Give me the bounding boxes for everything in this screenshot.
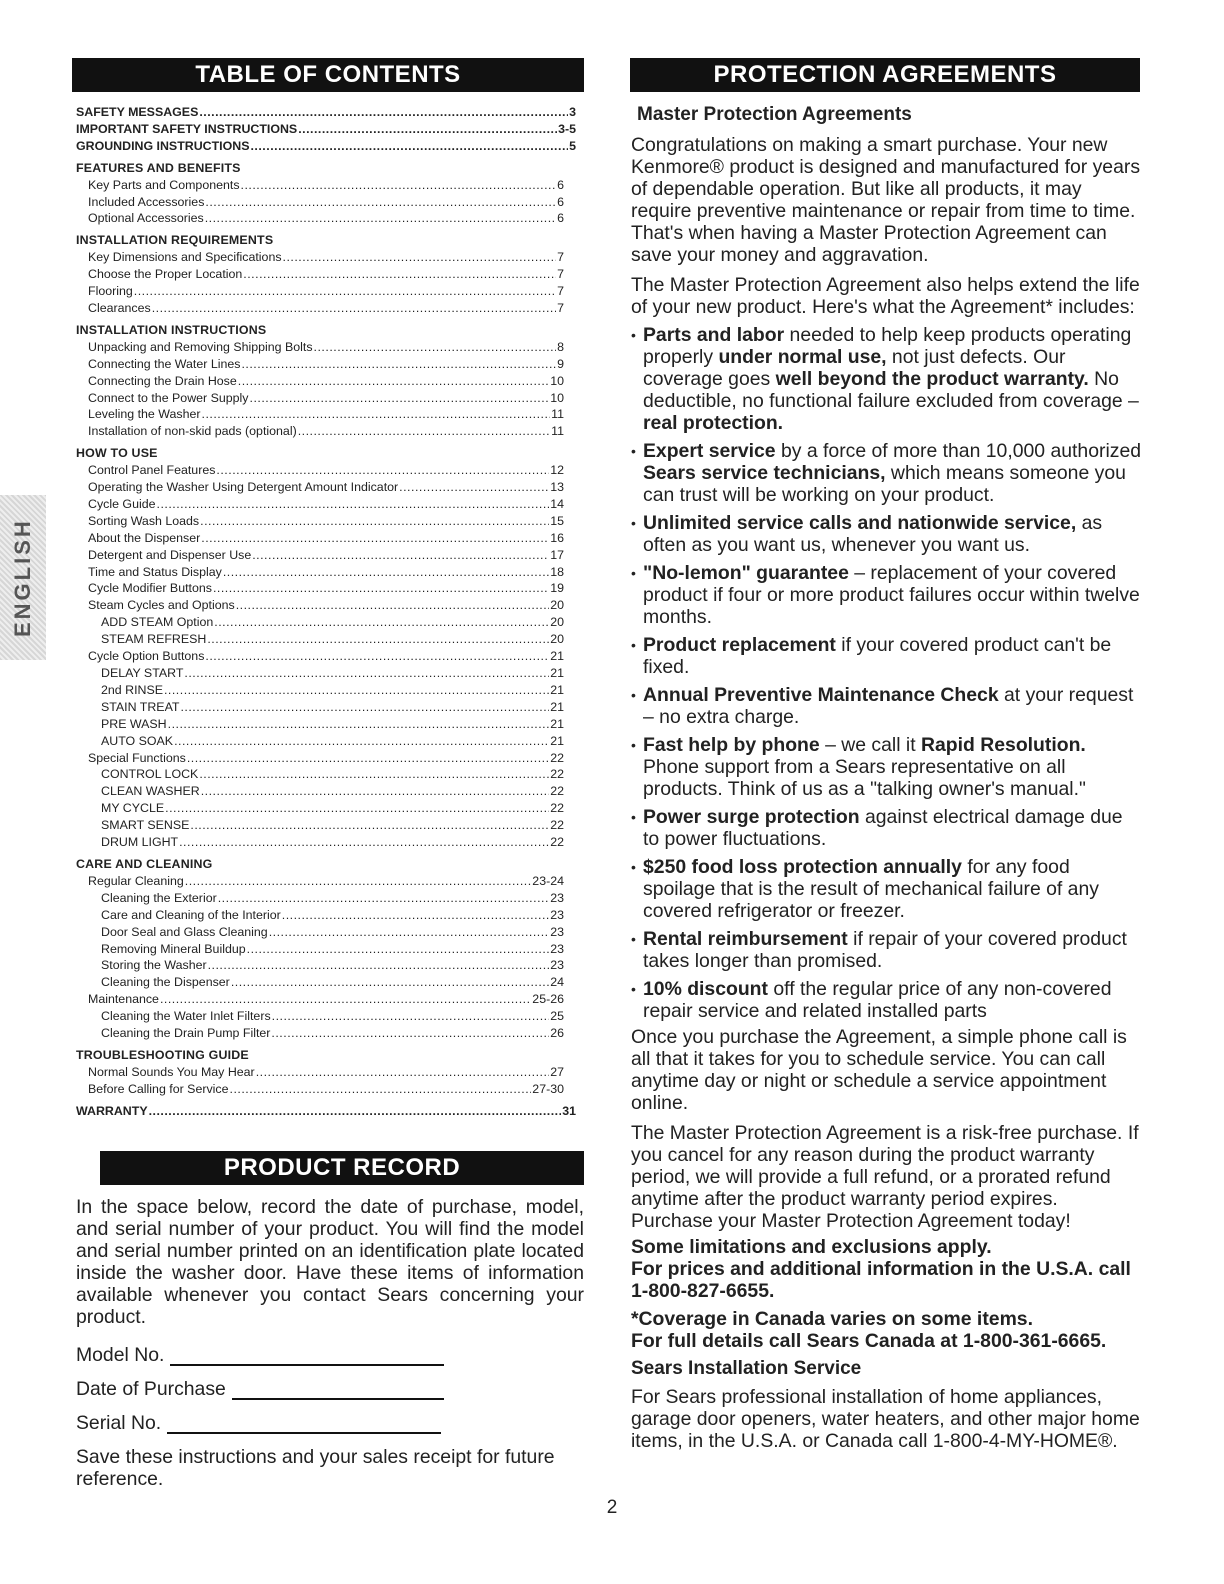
toc-entry-label: Normal Sounds You May Hear (88, 1064, 255, 1079)
toc-entry-label: Clearances (88, 300, 151, 315)
toc-entry (76, 210, 576, 227)
toc-leader-dots (208, 957, 550, 974)
toc-entry-page: 31 (562, 1103, 576, 1118)
toc-entry-page: 25-26 (532, 992, 564, 1007)
benefit-text: at your request – no extra charge. (643, 684, 1134, 728)
toc-entry (76, 648, 576, 665)
toc-entry (76, 631, 576, 648)
toc-entry (76, 1025, 576, 1042)
benefit-text: not just defects. Our coverage goes (643, 346, 1066, 390)
benefit-text: if repair of your covered product takes longer than promised. (643, 928, 1127, 972)
toc-leader-dots (201, 530, 549, 547)
benefit-item (631, 324, 1143, 434)
toc-leader-dots (149, 1103, 562, 1120)
toc-entry (76, 406, 576, 423)
toc-leader-dots (179, 834, 549, 851)
toc-heading: INSTALLATION REQUIREMENTS (76, 233, 274, 248)
toc-entry (76, 121, 576, 138)
toc-entry (76, 924, 576, 941)
page-number: 2 (606, 1497, 618, 1518)
toc-entry (76, 390, 576, 407)
toc-entry-page: 21 (550, 733, 564, 748)
toc-entry-label: STAIN TREAT (101, 699, 180, 714)
toc-leader-dots (164, 682, 549, 699)
toc-entry-label: Time and Status Display (88, 564, 222, 579)
toc-entry (76, 597, 576, 614)
toc-entry (76, 1008, 576, 1025)
benefit-highlight: Rental reimbursement (643, 928, 848, 950)
toc-entry (76, 580, 576, 597)
toc-leader-dots (250, 390, 550, 407)
toc-leader-dots (165, 800, 549, 817)
toc-entry-page: 22 (550, 801, 564, 816)
toc-leader-dots (152, 300, 556, 317)
toc-entry-label: 2nd RINSE (101, 682, 163, 697)
toc-section (76, 445, 576, 851)
toc-entry-page: 7 (557, 300, 564, 315)
toc-leader-dots (271, 1025, 549, 1042)
toc-entry-page: 12 (550, 463, 564, 478)
toc-entry-label: Steam Cycles and Options (88, 598, 235, 613)
benefit-highlight: Parts and labor (643, 324, 785, 346)
toc-entry-page: 22 (550, 767, 564, 782)
toc-leader-dots (241, 177, 557, 194)
toc-leader-dots (205, 648, 549, 665)
toc-entry (76, 991, 576, 1008)
toc-entry-label: CLEAN WASHER (101, 784, 200, 799)
model-no-label: Model No. (76, 1344, 165, 1366)
toc-section (76, 160, 576, 228)
toc-leader-dots (238, 373, 549, 390)
toc-entry-label: Sorting Wash Loads (88, 513, 200, 528)
benefit-highlight: Annual Preventive Maintenance Check (643, 684, 999, 706)
toc-entry-label: Connect to the Power Supply (88, 390, 249, 405)
toc-leader-dots (247, 941, 550, 958)
toc-entry-page: 20 (550, 632, 564, 647)
toc-entry-label: Regular Cleaning (88, 873, 184, 888)
toc-entry (76, 138, 576, 155)
benefit-highlight: Unlimited service calls and nationwide service, (643, 512, 1077, 534)
serial-no-field (76, 1412, 584, 1434)
toc-entry-page: 9 (557, 356, 564, 371)
toc-leader-dots (213, 580, 549, 597)
toc-entry-label: Cleaning the Exterior (101, 890, 217, 905)
protection-paragraph-1: Congratulations on making a smart purchase. Your new Kenmore® product is designed and manufactured for years of dependable operation. But like all products, it may require preventive maintenance or repair from time to time. That's when having a Master Protection Agreement can save your money and aggravation. (631, 134, 1141, 266)
benefit-highlight: Product replacement (643, 634, 836, 656)
toc-entry (76, 783, 576, 800)
toc-heading: FEATURES AND BENEFITS (76, 160, 241, 175)
benefit-highlight: "No-lemon" guarantee (643, 562, 849, 584)
protection-banner (630, 58, 1140, 92)
toc-entry (76, 339, 576, 356)
toc-entry (76, 249, 576, 266)
toc-entry-label: Connecting the Drain Hose (88, 373, 237, 388)
toc-entry (76, 479, 576, 496)
toc-entry-page: 19 (550, 581, 564, 596)
toc-entry-page: 17 (550, 547, 564, 562)
toc-entry (76, 530, 576, 547)
benefit-highlight: Power surge protection (643, 806, 860, 828)
toc-entry (76, 462, 576, 479)
toc-entry-label: Care and Cleaning of the Interior (101, 907, 281, 922)
toc-entry (76, 890, 576, 907)
product-record (76, 1196, 584, 1490)
model-no-line (170, 1346, 444, 1366)
toc-entry (76, 1064, 576, 1081)
toc-leader-dots (174, 733, 549, 750)
toc-entry-label: CONTROL LOCK (101, 767, 199, 782)
toc-leader-dots (298, 423, 550, 440)
toc-banner (72, 58, 584, 92)
toc-entry-label: Cleaning the Dispenser (101, 975, 230, 990)
toc-entry-label: Connecting the Water Lines (88, 356, 241, 371)
benefit-text: Phone support from a Sears representative on all products. Think of us as a "talking owner's manual." (643, 756, 1086, 800)
toc-entry-page: 11 (551, 424, 564, 439)
toc-entry-page: 23 (550, 941, 564, 956)
toc-entry-label: Door Seal and Glass Cleaning (101, 924, 268, 939)
toc-entry-label: Included Accessories (88, 194, 205, 209)
benefit-text: against electrical damage due to power fluctuations. (643, 806, 1123, 850)
record-intro: In the space below, record the date of purchase, model, and serial number of your product. You will find the model and serial number printed on an identification plate located inside the washer door. Have these items of information available whenever you contact Sears concerning your product. (76, 1196, 584, 1328)
toc-entry-label: GROUNDING INSTRUCTIONS (76, 138, 250, 153)
toc-entry-label: MY CYCLE (101, 801, 165, 816)
toc-entry-page: 22 (550, 818, 564, 833)
benefit-highlight: Fast help by phone (643, 734, 820, 756)
toc-leader-dots (184, 665, 549, 682)
toc-leader-dots (190, 817, 549, 834)
toc-entry (76, 104, 576, 121)
toc-entry-page: 23 (550, 890, 564, 905)
toc-entry-label: Unpacking and Removing Shipping Bolts (88, 339, 313, 354)
toc-entry-label: Operating the Washer Using Detergent Amount Indicator (88, 480, 399, 495)
toc-heading: TROUBLESHOOTING GUIDE (76, 1047, 249, 1062)
language-label: ENGLISH (10, 518, 35, 637)
toc-entry-page: 8 (557, 339, 564, 354)
benefit-text: off the regular price of any non-covered repair service and related installed parts (643, 978, 1112, 1022)
protection-paragraph-4: The Master Protection Agreement is a risk-free purchase. If you cancel for any reason during the product warranty period, we will provide a full refund, or a prorated refund anytime after the product warranty period expires. Purchase your Master Protection Agreement today! (631, 1122, 1139, 1232)
record-title: PRODUCT RECORD (223, 1154, 461, 1181)
toc-entry (76, 716, 576, 733)
toc-entry-label: Storing the Washer (101, 958, 207, 973)
toc-entry-page: 18 (550, 564, 564, 579)
toc-entry-page: 16 (550, 530, 564, 545)
toc-entry-page: 11 (551, 407, 564, 422)
protection-paragraph-3: Once you purchase the Agreement, a simple phone call is all that it takes for you to schedule service. You can call anytime day or night or schedule a service appointment online. (631, 1026, 1127, 1114)
toc-leader-dots (160, 991, 531, 1008)
toc-leader-dots (298, 121, 557, 138)
toc-entry-label: Cycle Guide (88, 496, 156, 511)
toc-entry-page: 14 (550, 496, 564, 511)
toc-entry-label: Cleaning the Drain Pump Filter (101, 1026, 271, 1041)
usa-contact: For prices and additional information in the U.S.A. call 1-800-827-6655. (631, 1258, 1131, 1302)
toc-heading: HOW TO USE (76, 446, 158, 461)
toc-entry-page: 6 (557, 194, 564, 209)
toc-entry-label: Control Panel Features (88, 463, 216, 478)
toc-entry-label: Cycle Option Buttons (88, 649, 205, 664)
benefit-item (631, 634, 1143, 678)
benefit-item (631, 440, 1143, 506)
toc-entry-page: 10 (550, 373, 564, 388)
benefit-text: as often as you want us, whenever you want us. (643, 512, 1103, 556)
toc-entry-page: 21 (550, 699, 564, 714)
date-of-purchase-field (76, 1378, 584, 1400)
toc-leader-dots (283, 249, 557, 266)
toc-entry-label: Before Calling for Service (88, 1081, 229, 1096)
benefit-highlight: $250 food loss protection annually (643, 856, 962, 878)
toc-leader-dots (200, 513, 549, 530)
installation-text: For Sears professional installation of home appliances, garage door openers, water heaters, and other major home items, in the U.S.A. or Canada call 1-800-4-MY-HOME®. (631, 1386, 1140, 1452)
toc-entry-label: DELAY START (101, 666, 184, 680)
toc-leader-dots (282, 907, 549, 924)
benefit-item (631, 978, 1143, 1022)
toc-leader-dots (205, 194, 556, 211)
toc-leader-dots (214, 614, 549, 631)
toc-entry-page: 7 (557, 284, 564, 299)
toc-leader-dots (187, 750, 549, 767)
toc-section (76, 1103, 576, 1120)
toc-entry-page: 21 (550, 649, 564, 664)
canada-contact: For full details call Sears Canada at 1-800-361-6665. (631, 1330, 1107, 1352)
toc-leader-dots (216, 462, 549, 479)
toc-entry-page: 23 (550, 924, 564, 939)
toc-entry (76, 1103, 576, 1120)
toc-entry (76, 1081, 576, 1098)
date-of-purchase-label: Date of Purchase (76, 1378, 226, 1400)
toc-entry-page: 3-5 (558, 121, 576, 136)
protection-agreements (631, 104, 1143, 1452)
toc-entry-label: Detergent and Dispenser Use (88, 547, 252, 562)
toc-entry (76, 373, 576, 390)
toc-leader-dots (207, 631, 549, 648)
toc-entry-page: 13 (550, 480, 564, 495)
toc-entry (76, 682, 576, 699)
toc-entry-label: About the Dispenser (88, 530, 201, 545)
toc-entry-page: 7 (557, 267, 564, 282)
toc-leader-dots (269, 924, 550, 941)
toc-entry-label: Flooring (88, 284, 133, 299)
canada-note: *Coverage in Canada varies on some items. (631, 1308, 1033, 1330)
toc-leader-dots (314, 339, 557, 356)
benefit-highlight: well beyond the product warranty. (775, 368, 1089, 390)
benefit-item (631, 856, 1143, 922)
toc-entry-page: 22 (550, 835, 564, 850)
toc-entry (76, 766, 576, 783)
toc-entry (76, 974, 576, 991)
toc-leader-dots (205, 210, 556, 227)
protection-paragraph-2: The Master Protection Agreement also helps extend the life of your new product. Here's what the Agreement* includes: (631, 274, 1140, 318)
date-of-purchase-line (232, 1380, 444, 1400)
toc-leader-dots (252, 547, 549, 564)
toc-entry-page: 24 (550, 975, 564, 990)
toc-entry (76, 665, 576, 682)
model-no-field (76, 1344, 584, 1366)
benefit-text: if your covered product can't be fixed. (643, 634, 1112, 678)
toc-leader-dots (202, 406, 551, 423)
toc-section (76, 322, 576, 440)
toc-entry-label: Choose the Proper Location (88, 267, 243, 282)
toc-entry-label: Maintenance (88, 992, 159, 1007)
toc-entry-page: 27 (550, 1064, 564, 1079)
toc-entry-label: PRE WASH (101, 716, 167, 731)
toc-entry (76, 817, 576, 834)
benefit-highlight: 10% discount (643, 978, 768, 1000)
toc-leader-dots (218, 890, 549, 907)
benefit-highlight: Expert service (643, 440, 776, 462)
toc-entry (76, 496, 576, 513)
toc-entry-page: 26 (550, 1026, 564, 1041)
toc-entry (76, 194, 576, 211)
toc-entry-label: WARRANTY (76, 1103, 148, 1118)
toc-entry (76, 564, 576, 581)
toc-leader-dots (199, 104, 568, 121)
toc-entry (76, 266, 576, 283)
benefit-item (631, 806, 1143, 850)
toc-entry-label: Cleaning the Water Inlet Filters (101, 1009, 271, 1024)
protection-subtitle: Master Protection Agreements (637, 104, 912, 125)
toc-entry-page: 22 (550, 784, 564, 799)
benefit-item (631, 684, 1143, 728)
toc-entry-page: 21 (550, 682, 564, 697)
toc-entry (76, 733, 576, 750)
benefit-highlight: Sears service technicians, (643, 462, 886, 484)
toc-entry-label: Key Dimensions and Specifications (88, 250, 282, 265)
toc-leader-dots (201, 783, 550, 800)
toc-leader-dots (134, 283, 556, 300)
toc-entry-page: 20 (550, 598, 564, 613)
toc-entry-label: Removing Mineral Buildup (101, 941, 246, 956)
benefit-item (631, 928, 1143, 972)
toc-entry-label: SMART SENSE (101, 818, 190, 833)
toc-leader-dots (185, 873, 532, 890)
toc-entry (76, 957, 576, 974)
toc-entry-page: 6 (557, 211, 564, 226)
benefit-item (631, 562, 1143, 628)
benefit-highlight: under normal use, (718, 346, 887, 368)
toc-entry-label: AUTO SOAK (101, 733, 174, 748)
limitations-note: Some limitations and exclusions apply. (631, 1236, 992, 1258)
toc-entry-label: IMPORTANT SAFETY INSTRUCTIONS (76, 121, 298, 136)
benefit-list (631, 324, 1143, 1022)
toc-entry (76, 834, 576, 851)
toc-entry-label: Cycle Modifier Buttons (88, 581, 212, 596)
toc-entry-page: 23 (550, 958, 564, 973)
toc-leader-dots (272, 1008, 550, 1025)
benefit-highlight: real protection. (643, 412, 784, 434)
toc-leader-dots (243, 266, 556, 283)
toc-entry-page: 22 (550, 750, 564, 765)
benefit-item (631, 734, 1143, 800)
benefit-highlight: Rapid Resolution. (921, 734, 1086, 756)
toc-entry-page: 3 (569, 105, 576, 119)
toc-entry (76, 800, 576, 817)
protection-title: PROTECTION AGREEMENTS (713, 61, 1057, 88)
serial-no-label: Serial No. (76, 1412, 162, 1434)
toc-leader-dots (223, 564, 549, 581)
toc-entry-label: ADD STEAM Option (101, 615, 214, 630)
benefit-text: No deductible, no functional failure excluded from coverage – (643, 368, 1139, 412)
toc-entry-page: 27-30 (532, 1081, 564, 1096)
toc-entry (76, 750, 576, 767)
toc-leader-dots (250, 138, 568, 155)
installation-heading: Sears Installation Service (631, 1358, 862, 1379)
toc-leader-dots (236, 597, 550, 614)
toc-leader-dots (180, 699, 549, 716)
toc-entry-label: SAFETY MESSAGES (76, 105, 199, 119)
toc-entry-page: 10 (550, 390, 564, 405)
benefit-text: – replacement of your covered product if four or more product failures occur within twelve months. (643, 562, 1140, 628)
toc-leader-dots (199, 766, 549, 783)
toc-section (76, 232, 576, 317)
toc-entry (76, 423, 576, 440)
toc-entry-page: 15 (550, 513, 564, 528)
toc-leader-dots (399, 479, 549, 496)
toc-entry-page: 20 (550, 615, 564, 630)
record-save-note: Save these instructions and your sales receipt for future reference. (76, 1446, 555, 1490)
toc-leader-dots (231, 974, 549, 991)
toc-entry-page: 21 (550, 666, 564, 680)
toc-leader-dots (256, 1064, 550, 1081)
toc-entry (76, 300, 576, 317)
benefit-text: by a force of more than 10,000 authorized (775, 440, 1142, 462)
toc-entry-page: 25 (550, 1009, 564, 1024)
toc-leader-dots (157, 496, 550, 513)
toc-entry (76, 614, 576, 631)
toc-section (76, 104, 576, 155)
benefit-text: – we call it (819, 734, 921, 756)
toc-entry-page: 5 (569, 138, 576, 153)
toc-entry (76, 941, 576, 958)
toc-entry-page: 23 (550, 907, 564, 922)
toc-entry-label: STEAM REFRESH (101, 632, 207, 647)
toc-entry-label: DRUM LIGHT (101, 835, 179, 850)
toc-entry (76, 699, 576, 716)
toc-entry (76, 177, 576, 194)
benefit-text: for any food spoilage that is the result of mechanical failure of any covered refrigerator or freezer. (643, 856, 1099, 922)
toc-entry-label: Optional Accessories (88, 211, 204, 226)
toc-entry (76, 907, 576, 924)
toc-entry-label: Installation of non-skid pads (optional) (88, 424, 297, 439)
toc-entry-label: Leveling the Washer (88, 407, 201, 422)
toc-heading: CARE AND CLEANING (76, 856, 213, 871)
toc-section (76, 1047, 576, 1098)
toc-entry-page: 6 (557, 177, 564, 192)
table-of-contents (76, 104, 576, 1120)
toc-entry-label: Key Parts and Components (88, 177, 240, 192)
toc-section (76, 856, 576, 1042)
toc-leader-dots (168, 716, 550, 733)
language-side-tab (0, 495, 46, 660)
toc-entry-page: 21 (550, 716, 564, 731)
toc-entry-page: 7 (557, 250, 564, 265)
toc-heading: INSTALLATION INSTRUCTIONS (76, 322, 267, 337)
toc-entry (76, 547, 576, 564)
toc-entry (76, 873, 576, 890)
toc-leader-dots (241, 356, 556, 373)
toc-entry (76, 356, 576, 373)
toc-title: TABLE OF CONTENTS (195, 61, 461, 88)
toc-entry-label: Special Functions (88, 750, 186, 765)
record-banner (100, 1151, 584, 1185)
benefit-text: needed to help keep products operating properly (643, 324, 1132, 368)
benefit-item (631, 512, 1143, 556)
toc-leader-dots (230, 1081, 532, 1098)
toc-entry-page: 23-24 (532, 873, 564, 888)
toc-entry (76, 283, 576, 300)
serial-no-line (167, 1414, 441, 1434)
toc-entry (76, 513, 576, 530)
benefit-text: which means someone you can trust will be working on your product. (643, 462, 1126, 506)
